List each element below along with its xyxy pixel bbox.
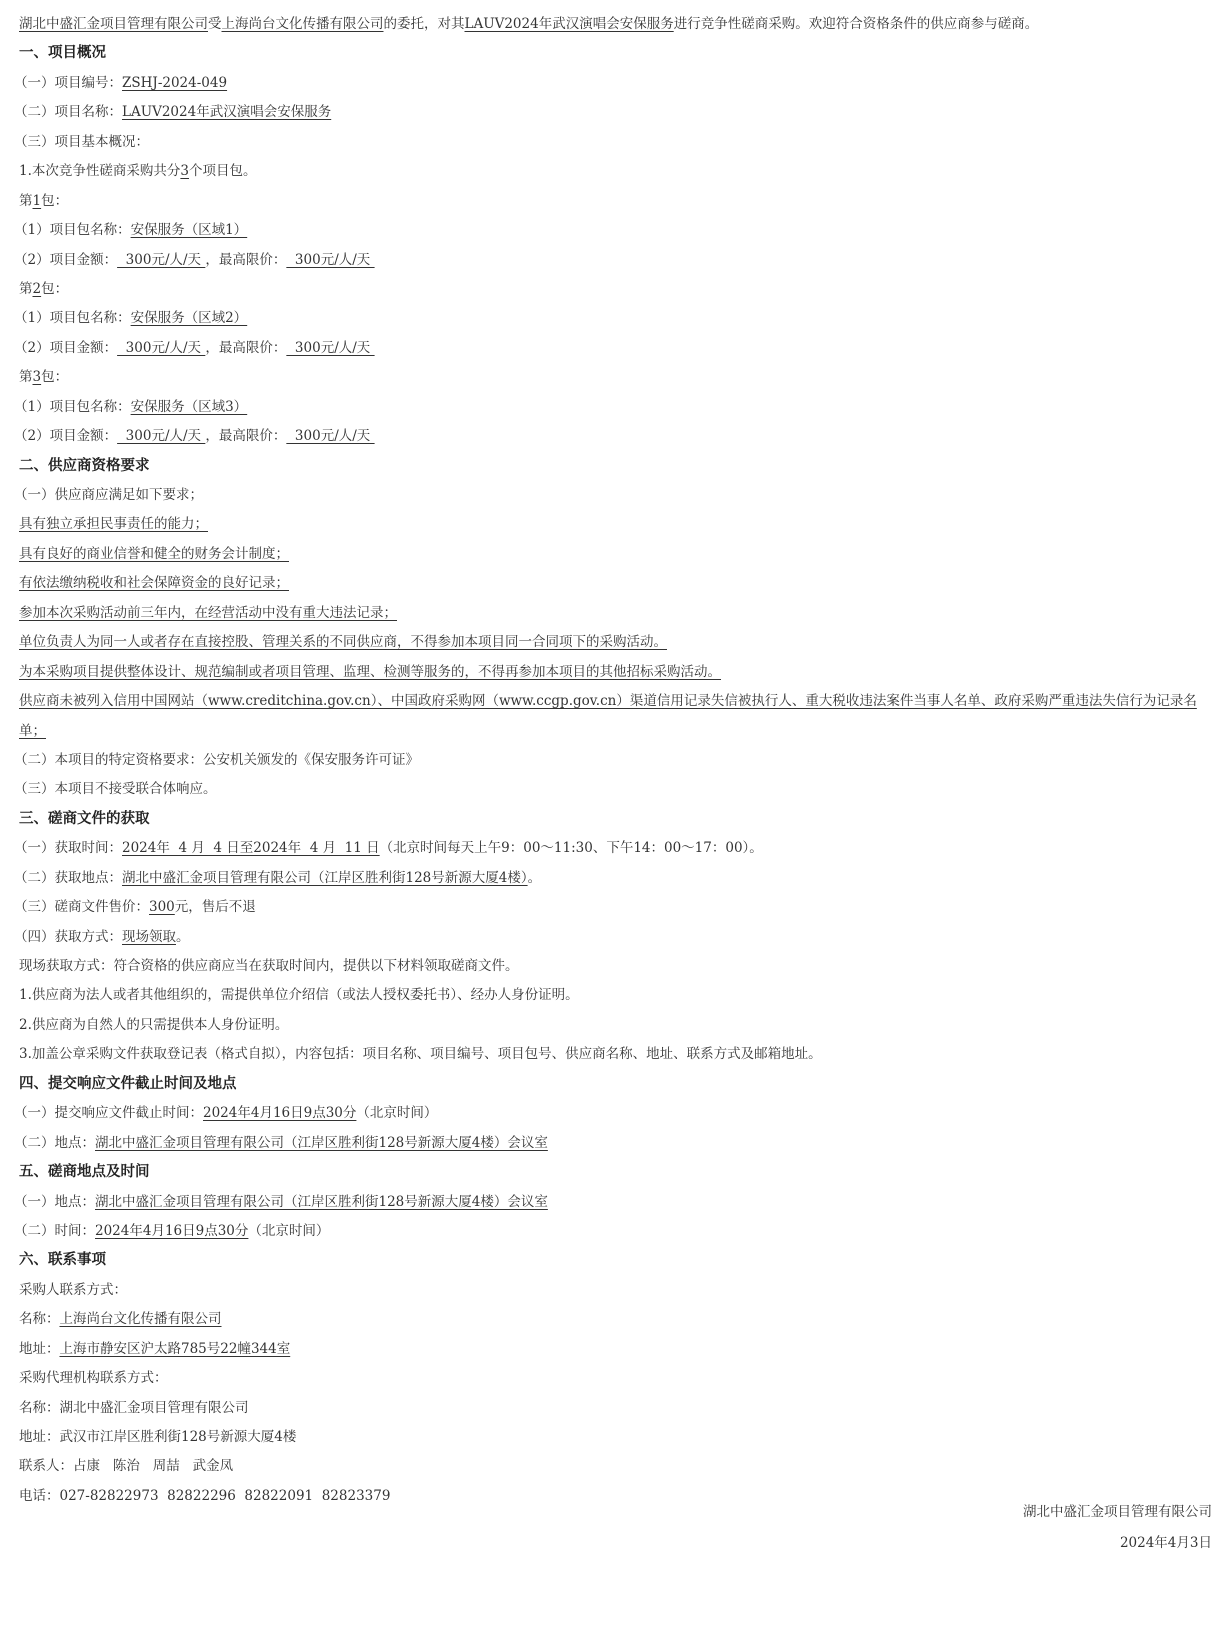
agency-contact-address: 地址：武汉市江岸区胜利街128号新源大厦4楼 [19,1429,297,1446]
consultation-place: （一）地点：湖北中盛汇金项目管理有限公司（江岸区胜利街128号新源大厦4楼）会议室 [14,1193,548,1210]
agency-contact-title: 采购代理机构联系方式： [19,1370,168,1387]
requirement-item: 供应商未被列入信用中国网站（www.creditchina.gov.cn）、中国政府采购网（www.ccgp.gov.cn）渠道信用记录失信被执行人、重大税收违法案件当事人名单、政府采购严重违法失信行为记录名单； [19,693,1197,739]
package-count: 1.本次竞争性磋商采购共分3个项目包。 [19,163,257,180]
buyer-contact-address: 地址：上海市静安区沪太路785号22幢344室 [19,1340,291,1357]
requirement-item: 为本采购项目提供整体设计、规范编制或者项目管理、监理、检测等服务的，不得再参加本项目的其他招标采购活动。 [19,663,721,680]
intro-paragraph: 湖北中盛汇金项目管理有限公司受上海尚台文化传播有限公司的委托，对其LAUV2024年武汉演唱会安保服务进行竞争性磋商采购。欢迎符合资格条件的供应商参与磋商。 [19,16,1039,32]
package-3-amount: （2）项目金额： 300元/人/天 ，最高限价： 300元/人/天 [14,428,375,445]
announcement-body [14,10,1214,1511]
buyer-name: 上海尚台文化传播有限公司 [221,16,384,32]
special-qualification: （二）本项目的特定资格要求：公安机关颁发的《保安服务许可证》 [14,751,419,768]
contact-persons: 联系人：占康 陈治 周喆 武金凤 [19,1458,234,1475]
package-2-amount: （2）项目金额： 300元/人/天 ，最高限价： 300元/人/天 [14,339,375,356]
no-consortium: （三）本项目不接受联合体响应。 [14,781,217,798]
section-heading-consultation: 五、磋商地点及时间 [19,1164,150,1181]
consultation-time: （二）时间：2024年4月16日9点30分（北京时间） [14,1222,330,1239]
project-basic-overview: （三）项目基本概况： [14,133,149,150]
section-heading-obtain-docs: 三、磋商文件的获取 [19,810,150,827]
onsite-method: 现场获取方式：符合资格的供应商应当在获取时间内，提供以下材料领取磋商文件。 [19,958,519,975]
signature-company: 湖北中盛汇金项目管理有限公司 [1023,1504,1212,1520]
obtain-place: （二）获取地点：湖北中盛汇金项目管理有限公司（江岸区胜利街128号新源大厦4楼）。 [14,869,542,886]
package-1-name: （1）项目包名称：安保服务（区域1） [14,222,248,239]
project-number: （一）项目编号：ZSHJ-2024-049 [14,74,228,91]
obtain-method: （四）获取方式：现场领取。 [14,928,190,945]
section-heading-qualification: 二、供应商资格要求 [19,457,150,474]
package-3-name: （1）项目包名称：安保服务（区域3） [14,398,248,415]
requirement-item: 单位负责人为同一人或者存在直接控股、管理关系的不同供应商，不得参加本项目同一合同项下的采购活动。 [19,634,667,651]
package-2-name: （1）项目包名称：安保服务（区域2） [14,310,248,327]
obtain-time: （一）获取时间：2024年 4 月 4 日至2024年 4 月 11 日（北京时间每天上午9：00～11:30、下午14：00～17：00）。 [14,840,763,857]
contact-phone: 电话：027-82822973 82822296 82822091 82823379 [19,1487,391,1504]
section-heading-contact: 六、联系事项 [19,1252,106,1269]
package-2-title: 第2包： [19,280,69,297]
requirement-item: 具有良好的商业信誉和健全的财务会计制度； [19,545,289,562]
requirement-item: 参加本次采购活动前三年内，在经营活动中没有重大违法记录； [19,604,397,621]
section-heading-deadline: 四、提交响应文件截止时间及地点 [19,1075,237,1092]
section-heading-overview: 一、项目概况 [19,45,106,62]
requirement-item: 有依法缴纳税收和社会保障资金的良好记录； [19,575,289,592]
signature-date: 2024年4月3日 [1119,1535,1212,1551]
buyer-contact-title: 采购人联系方式： [19,1281,127,1298]
package-1-amount: （2）项目金额： 300元/人/天 ，最高限价： 300元/人/天 [14,251,375,268]
package-1-title: 第1包： [19,192,69,209]
material-item: 3.加盖公章采购文件获取登记表（格式自拟），内容包括：项目名称、项目编号、项目包号、供应商名称、地址、联系方式及邮箱地址。 [19,1046,822,1063]
doc-price: （三）磋商文件售价：300元，售后不退 [14,899,256,916]
material-item: 1.供应商为法人或者其他组织的，需提供单位介绍信（或法人授权委托书）、经办人身份证明。 [19,987,579,1004]
agency-contact-name: 名称：湖北中盛汇金项目管理有限公司 [19,1399,249,1416]
requirement-item: 具有独立承担民事责任的能力； [19,516,208,533]
package-3-title: 第3包： [19,369,69,386]
project-name-line: （二）项目名称：LAUV2024年武汉演唱会安保服务 [14,104,332,121]
buyer-contact-name: 名称：上海尚台文化传播有限公司 [19,1311,222,1328]
submission-place: （二）地点：湖北中盛汇金项目管理有限公司（江岸区胜利街128号新源大厦4楼）会议室 [14,1134,548,1151]
submission-deadline: （一）提交响应文件截止时间：2024年4月16日9点30分（北京时间） [14,1105,438,1122]
material-item: 2.供应商为自然人的只需提供本人身份证明。 [19,1016,289,1033]
qualification-intro: （一）供应商应满足如下要求； [14,487,203,503]
agent-name: 湖北中盛汇金项目管理有限公司 [19,16,208,32]
project-name: LAUV2024年武汉演唱会安保服务 [464,16,674,32]
